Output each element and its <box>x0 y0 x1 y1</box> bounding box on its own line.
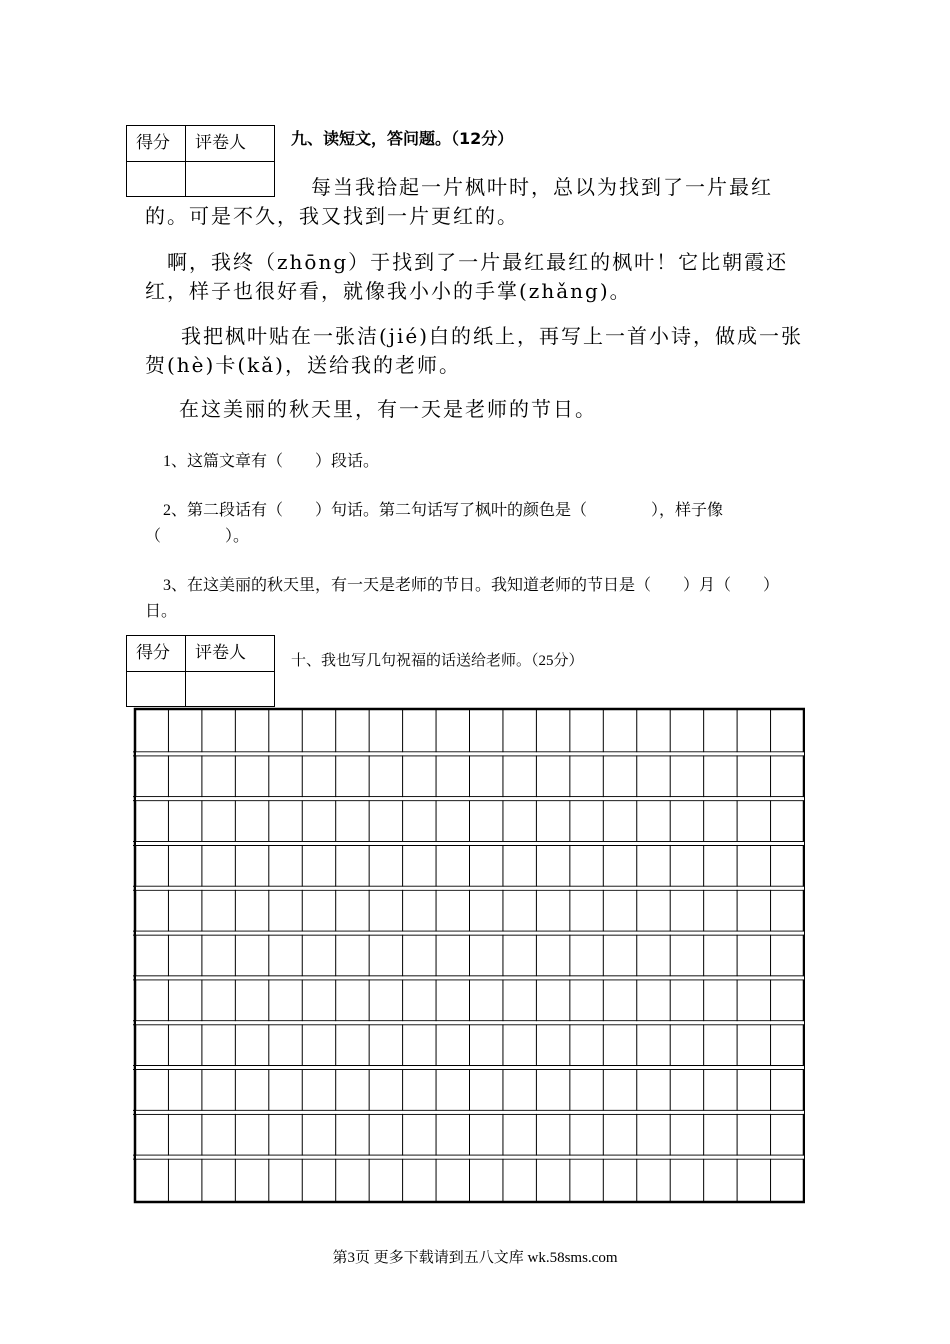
score-label: 得分 <box>127 126 186 162</box>
question-text: 1、这篇文章有（ ）段话。 <box>163 453 380 470</box>
grid-row-gap <box>136 1111 804 1114</box>
reviewer-label: 评卷人 <box>186 636 274 672</box>
passage-text: 在这美丽的秋天里，有一天是老师的节日。 <box>179 397 597 421</box>
grid-row-gap <box>136 976 804 979</box>
score-label: 得分 <box>127 636 186 672</box>
section-10-heading: 十、我也写几句祝福的话送给老师。（25分） <box>291 653 584 669</box>
passage-text: 啊，我终（zhōng）于找到了一片最红最红的枫叶！它比朝霞还红，样子也很好看，就像我小小的手掌(zhǎng)。 <box>145 250 789 303</box>
question-text: 3、在这美丽的秋天里，有一天是老师的节日。我知道老师的节日是（ ）月（ ）日。 <box>145 577 780 620</box>
grid-row-gap <box>136 842 804 845</box>
grid-row-gap <box>136 752 804 755</box>
page-footer: 第3页 更多下载请到五八文库 wk.58sms.com <box>332 1250 618 1266</box>
grid-row-gap <box>136 1156 804 1159</box>
writing-grid <box>133 707 805 1204</box>
grid-row-gap <box>136 1066 804 1069</box>
reviewer-label: 评卷人 <box>186 126 274 162</box>
section-9-heading: 九、读短文，答问题。（12分） <box>291 129 514 148</box>
passage-paragraph-2 <box>145 248 807 306</box>
passage-paragraph-1 <box>145 173 807 231</box>
grid-row-gap <box>136 1021 804 1024</box>
score-box-section-10 <box>126 635 275 707</box>
question-text: 2、第二段话有（ ）句话。第二句话写了枫叶的颜色是（ ），样子像（ ）。 <box>145 502 724 545</box>
passage-paragraph-3 <box>145 322 807 380</box>
writing-grid-lines <box>133 707 805 1204</box>
score-cell <box>127 672 186 706</box>
passage-paragraph-4 <box>145 395 807 424</box>
question-2 <box>145 498 807 550</box>
grid-row-gap <box>136 887 804 890</box>
question-1 <box>145 449 807 475</box>
grid-row-gap <box>136 797 804 800</box>
passage-text: 每当我拾起一片枫叶时，总以为找到了一片最红的。可是不久，我又找到一片更红的。 <box>145 175 773 228</box>
grid-row-gap <box>136 932 804 935</box>
reviewer-cell <box>186 672 274 706</box>
question-3 <box>145 573 807 625</box>
passage-text: 我把枫叶贴在一张洁(jié)白的纸上，再写上一首小诗，做成一张贺(hè)卡(kǎ)，送给我的老师。 <box>145 324 804 377</box>
